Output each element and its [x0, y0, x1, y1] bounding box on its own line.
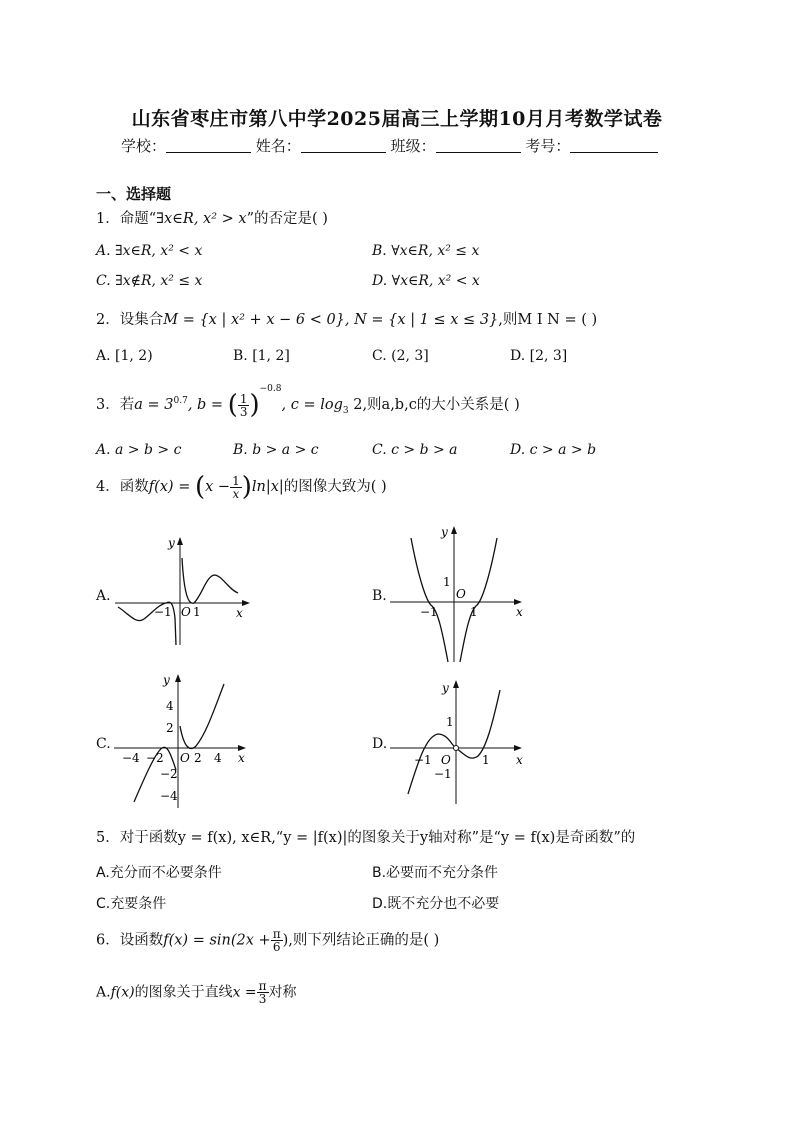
q6-a-math: f(x) — [110, 984, 135, 1001]
graph-b-tick-neg1: −1 — [420, 605, 438, 619]
q3-frac-num: 1 — [239, 391, 248, 406]
graph-d-origin: O — [441, 753, 451, 767]
q5-option-b[interactable]: B.必要而不充分条件 — [372, 865, 499, 881]
graph-d-tick-1: 1 — [482, 753, 490, 767]
q2-option-b[interactable]: B. [1, 2] — [233, 348, 290, 364]
graph-c-tick-p2: 2 — [194, 751, 202, 765]
graph-c-y-label: y — [163, 673, 170, 687]
q3-right-paren: ) — [249, 390, 260, 420]
graph-a[interactable] — [110, 533, 260, 648]
q4-fraction — [230, 475, 242, 500]
q4-stem-pre: 4．函数 — [96, 479, 149, 495]
graph-c[interactable] — [110, 670, 260, 810]
school-label: 学校： — [121, 137, 167, 155]
graph-a-tick-1: 1 — [193, 605, 201, 619]
graph-d-tick-yn1: −1 — [434, 767, 452, 781]
q2-option-d[interactable]: D. [2, 3] — [510, 348, 568, 364]
q1-stem-post: ”的否定是( ) — [246, 211, 328, 227]
graph-d[interactable] — [386, 676, 534, 806]
graph-d-curve — [408, 690, 500, 794]
q6-stem-math: f(x) = sin(2x + — [163, 932, 271, 949]
q6-frac-num: π — [272, 927, 281, 941]
q1-option-c[interactable]: C. ∃x∉R, x² ≤ x — [96, 273, 203, 289]
q3-a-def: a = 3 — [134, 397, 174, 413]
q6-a-fraction — [257, 980, 269, 1005]
graph-a-tick-neg1: −1 — [154, 605, 172, 619]
q4-inner-x: x − — [205, 479, 231, 495]
q3-option-a[interactable]: A. a > b > c — [96, 442, 182, 458]
q3-c-def: , c = log — [281, 397, 343, 413]
graph-b-label[interactable]: B. — [372, 588, 387, 604]
question-2-stem — [96, 308, 597, 329]
graph-c-origin: O — [180, 751, 190, 765]
graph-b-tick-y1: 1 — [443, 575, 451, 589]
q2-stem-post: ,则M I N = ( ) — [498, 312, 598, 328]
question-3-stem — [96, 384, 520, 420]
q6-a-frac-num: π — [258, 979, 267, 993]
q6-a-frac-den: 3 — [258, 992, 267, 1006]
q4-stem-post: 的图像大致为( ) — [283, 479, 387, 495]
graph-c-curve-right — [180, 684, 224, 749]
q3-b-exp: −0.8 — [259, 384, 282, 394]
question-4-stem — [96, 472, 387, 502]
q4-left-paren: ( — [194, 472, 206, 502]
graph-a-x-label: x — [236, 606, 243, 620]
graph-d-tick-neg1: −1 — [414, 753, 432, 767]
graph-c-tick-n4: −4 — [122, 751, 140, 765]
q2-option-c[interactable]: C. (2, 3] — [372, 348, 429, 364]
q4-right-paren: ) — [241, 472, 252, 502]
q6-fraction — [271, 928, 283, 953]
q3-b-def: , b = — [187, 397, 224, 413]
q3-option-d[interactable]: D. c > a > b — [510, 442, 597, 458]
graph-b-y-label: y — [441, 525, 448, 539]
q3-a-exp: 0.7 — [173, 396, 188, 407]
q5-option-a[interactable]: A.充分而不必要条件 — [96, 865, 222, 881]
q6-stem-pre: 6．设函数 — [96, 932, 164, 949]
graph-c-tick-yn2: −2 — [160, 767, 178, 781]
q6-a-mid: 的图象关于直线 — [134, 984, 233, 1001]
graph-a-origin: O — [181, 605, 191, 619]
q1-option-d[interactable]: D. ∀x∈R, x² < x — [372, 273, 480, 289]
graph-c-tick-yn4: −4 — [160, 789, 178, 803]
graph-b[interactable] — [386, 520, 534, 665]
name-label: 姓名： — [255, 137, 301, 155]
q6-a-post: 对称 — [268, 984, 297, 1001]
q3-frac-den: 3 — [239, 404, 248, 419]
graph-d-y-label: y — [442, 681, 449, 695]
graph-d-y-arrow — [453, 680, 459, 688]
class-label: 班级： — [390, 137, 436, 155]
q1-stem-math: ∃x∈R, x² > x — [156, 211, 247, 227]
q2-option-a[interactable]: A. [1, 2) — [96, 348, 153, 364]
graph-b-x-label: x — [516, 605, 523, 619]
graph-d-tick-y1: 1 — [446, 715, 454, 729]
section-heading: 一、选择题 — [96, 185, 172, 203]
q5-option-c[interactable]: C.充要条件 — [96, 896, 167, 912]
graph-a-curve-right — [182, 558, 238, 603]
q4-ln: ln|x| — [251, 479, 284, 495]
graph-c-tick-y2: 2 — [166, 721, 174, 735]
q3-stem-post: ,则a,b,c的大小关系是( ) — [362, 397, 520, 413]
graph-b-y-arrow — [451, 526, 457, 534]
student-info-row — [121, 135, 658, 156]
q5-option-d[interactable]: D.既不充分也不必要 — [372, 896, 500, 912]
q6-frac-den: 6 — [272, 940, 281, 954]
question-1-stem — [96, 207, 328, 228]
q3-left-paren: ( — [227, 390, 238, 420]
q2-stem-math: M = {x | x² + x − 6 < 0}, N = {x | 1 ≤ x ≤ 3} — [163, 312, 499, 328]
school-blank[interactable] — [166, 138, 251, 153]
q6-stem-close: ) — [282, 932, 289, 949]
q6-option-a[interactable] — [96, 980, 297, 1005]
graph-a-label[interactable]: A. — [96, 588, 111, 604]
graph-c-y-arrow — [175, 674, 181, 682]
graph-a-x-arrow — [242, 600, 250, 606]
graph-d-open-point — [454, 746, 459, 751]
q6-a-eq: x = — [232, 984, 257, 1001]
class-blank[interactable] — [436, 138, 521, 153]
number-label: 考号： — [525, 137, 571, 155]
q1-option-a[interactable]: A. ∃x∈R, x² < x — [96, 243, 203, 259]
q6-a-pre: A. — [96, 984, 111, 1001]
q3-c-arg: 2 — [348, 397, 363, 413]
graph-b-curve-left — [411, 538, 448, 662]
q4-fx: f(x) = — [148, 479, 191, 495]
q4-frac-num: 1 — [232, 473, 240, 488]
q1-option-b[interactable]: B. ∀x∈R, x² ≤ x — [372, 243, 480, 259]
q2-stem-pre: 2．设集合 — [96, 312, 164, 328]
graph-b-origin: O — [456, 587, 466, 601]
number-blank[interactable] — [570, 138, 658, 153]
graph-a-y-label: y — [168, 536, 175, 550]
graph-c-tick-n2: −2 — [146, 751, 164, 765]
graph-c-tick-p4: 4 — [214, 751, 222, 765]
page-title: 山东省枣庄市第八中学2025届高三上学期10月月考数学试卷 — [131, 108, 663, 130]
q3-option-c[interactable]: C. c > b > a — [372, 442, 458, 458]
question-5-stem: 5．对于函数y = f(x), x∈R,“y = |f(x)|的图象关于y轴对称”是“y = f(x)是奇函数”的 — [96, 830, 636, 846]
q3-stem-pre: 3．若 — [96, 397, 135, 413]
name-blank[interactable] — [301, 138, 386, 153]
q3-option-b[interactable]: B. b > a > c — [233, 442, 319, 458]
question-6-stem — [96, 928, 439, 953]
graph-a-y-arrow — [177, 537, 183, 545]
q4-frac-den: x — [232, 486, 240, 501]
q1-stem-pre: 1．命题“ — [96, 211, 157, 227]
graph-d-label[interactable]: D. — [372, 736, 388, 752]
q3-fraction — [238, 393, 250, 418]
graph-c-label[interactable]: C. — [96, 736, 111, 752]
graph-c-x-label: x — [238, 751, 245, 765]
q3-c-base: 3 — [342, 405, 349, 416]
graph-b-tick-1: 1 — [470, 605, 478, 619]
graph-d-x-arrow — [514, 745, 522, 751]
q6-stem-post: ,则下列结论正确的是( ) — [288, 932, 440, 949]
graph-c-tick-y4: 4 — [166, 699, 174, 713]
graph-d-x-label: x — [516, 753, 523, 767]
